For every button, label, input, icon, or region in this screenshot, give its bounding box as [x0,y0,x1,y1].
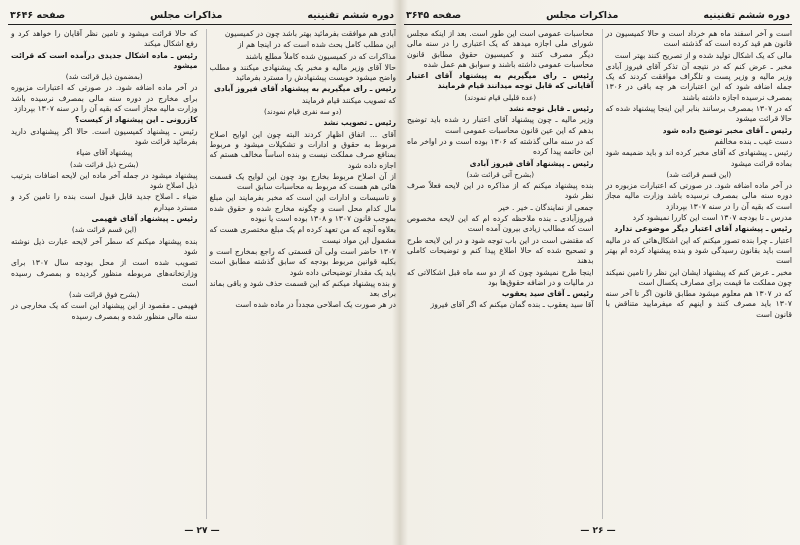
right-header-page: صفحه ۳۶۴۵ [406,9,462,21]
paragraph: وزیر مالیه ـ چون پیشنهاد آقای اعتبار رد شده باید توضیح بدهم که این عین قانون محاسبات عمومی است [407,115,594,135]
left-page-columns [8,29,396,519]
speaker-paragraph: رئیس ـ پیشنهاد آقای اعتبار دیگر موضوعی ندارد [614,224,792,234]
paragraph: این مطلب کامل بحث شده است که در اینجا هم از [237,40,396,50]
paragraph: مذاکرات که در کمیسیون شده کاملاً مطلع باشند [245,51,396,61]
paragraph: ۱۳۰۷ حاضر است ولی آن قسمتی که راجع بمخارج است و بکلیه قوانین مربوط بودجه که سابق گذشته مطابق است باید یک مقدار توضیحاتی داده شود [209,246,396,277]
paragraph: حالا آقای وزیر مالیه و مخبر یک پیشنهادی میکنند و مطلب واضح میشود خوبست پیشنهادش را مسترد بفرمائید [209,62,396,83]
left-page [8,8,396,540]
speaker-paragraph: رئیس ـ رای میگیریم به پیشنهاد آقای اعتبار آقایانی که قابل توجه میدانند قیام فرمایند [407,71,594,91]
paragraph: آقای ... اتفاق اظهار کردند البته چون این اوایح اصلاح مربوط به حقوق و ادارات و تشکیلات میشود و مربوط بمنافع صرف مملکت نیست و بنده اساساً مخالف هستم که اجازه داده شود [209,129,396,170]
stage-direction: (این قسم قرائت شد) [71,225,137,235]
paragraph: تصویب شده است از محل بودجه سال ۱۳۰۷ برای وزارتخانه‌های مربوطه منظور گردیده و بمصرف رسیده است [11,258,198,288]
paragraph: ضیاء ـ اصلاح جدید قابل قبول است بنده را تامین کرد و مسترد میدارم [11,192,198,212]
speaker-paragraph: رئیس ـ پیشنهاد آقای فیروز آبادی [469,158,594,168]
right-header-title: مذاکرات مجلس [546,9,619,21]
speaker-paragraph: رئیس ـ تصویب نشد [323,118,396,128]
left-page-number: — ۲۷ — [184,526,220,536]
stage-direction: (بشرح فوق قرائت شد) [69,290,140,300]
stage-direction: (دو سه نفری قیام نمودند) [263,107,342,117]
paragraph: مخبر ـ عرض کنم که در نتیجه آن تذکر آقای فیروز آبادی وزیر مالیه و وزیر پست و تلگراف موافقت کردند که یک جمله اضافه شود که این اعتبارات هر چه باقی در ۱۳۰۶ بمصرف نرسیده اجازه داشته باشند [605,61,792,102]
left-page-right-column [206,29,397,519]
speaker-paragraph: رئیس ـ قابل توجه نشد [509,104,594,114]
paragraph: رئیس ـ پیشنهاد کمیسیون است. حالا اگر پیشنهادی دارید بفرمائید قرائت شود [11,126,198,146]
paragraph: مخبر ـ عرض کنم که پیشنهاد ایشان این نظر را تامین نمیکند چون مملکت ما قیمت برای مصارف یکسال است [605,267,792,287]
paragraph: که در ۱۳۰۷ هم معلوم میشود مطابق قانون اگر تا آخر سنه ۱۳۰۷ باید مصرف کنند و اینهم که میفرمایید متناقض با قانون است [605,289,792,319]
paragraph: دست غیب ـ بنده مخالفم [714,136,792,146]
paragraph: از آن اصلاح مربوط بخارج بود چون این لوایح یک قسمت هائی هم هست که مربوط به محاسبات سابق است [209,171,396,192]
paragraph: و تاسیسات و ادارات این است که مخبر بفرمایند این مبلغ مال کدام محل است و چگونه مخارج شده و حقوق شده بموجب قانون ۱۳۰۷ و ۱۳۰۸ بوده است یا نبوده [209,193,396,224]
paragraph: فهیمی ـ مقصود از این پیشنهاد این است که یک مخارجی در سنه مالی منظور شده و بمصرف رسیده [11,301,198,321]
paragraph: است و آخر اسفند ماه هم خرداد است و حالا کمیسیون در قانون هم قید کرده است که گذشته است [605,29,792,49]
left-header-page: صفحه ۳۶۴۶ [10,9,66,21]
paragraph: آبادی هم موافقت بفرمائید بهتر باشد چون در کمیسیون [224,29,396,38]
paragraph: بنده پیشنهاد میکنم که از مذاکره در این لایحه فعلاً صرف نظر شود [407,181,594,201]
paragraph: که تصویب میکنند قیام فرمایند [301,95,396,105]
speaker-paragraph: رئیس ـ آقای سید یعقوب [501,289,594,299]
paragraph: و بنده پیشنهاد میکنم که این قسمت حذف شود و باقی بماند برای بعد [209,278,396,299]
speaker-paragraph: رئیس ـ رای میگیریم به پیشنهاد آقای فیروز آبادی [213,84,396,94]
speaker-paragraph: رئیس ـ پیشنهاد آقای فهیمی [91,214,198,224]
paragraph: محاسبات عمومی است این طور است. بعد از اینکه مجلس شورای ملی اجازه میدهد که یک اعتباری را در سنه مالی دیگر مصرف کنند و کمیسیون حقوق مطابق قانون محاسبات عمومی داشته باشند و سوابق هم عمل شده [407,29,594,69]
paragraph: که حالا قرائت میشود و تامین نظر آقایان را خواهد کرد و رفع اشکال میکند [11,29,198,49]
right-page-columns [404,29,792,519]
stage-direction: (بمضمون ذیل قرائت شد) [65,72,143,82]
stage-direction: (این قسم قرائت شد) [666,169,732,179]
centered-heading: پیشنهاد آقای ضیاء [76,148,133,158]
paragraph: بعلاوه آنچه که من تعهد کرده ام یک مبلغ مختصری هست که مشمول این مواد نیست [209,225,396,245]
paragraph: که مقتضی است در این باب توجه شود و در این لایحه طرح و تصحیح شده که حالا اطلاع پیدا کنم و توضیحات کاملی بدهند [407,235,594,266]
paragraph: در آخر ماده اضافه شود. در صورتی که اعتبارات مزبوره در دوره سنه مالی بمصرف نرسیده باشد وزارت مالیه مجاز است که بقیه آن را در سنه ۱۳۰۷ بپردازد [605,181,792,211]
paragraph: پیشنهاد میشود در جمله آخر ماده این لایحه اضافات بترتیب ذیل اصلاح شود [11,170,198,191]
paragraph: فیروزآبادی ـ بنده ملاحظه کرده ام که این لایحه مخصوص است که مطالب زیادی بیرون آمده است [407,214,594,234]
right-page-right-column [602,29,793,519]
left-header-title: مذاکرات مجلس [150,9,223,21]
left-header-session: دوره ششم تقنینیه [307,9,394,21]
paragraph: مدرس ـ تا بودجه ۱۳۰۷ است این کاررا نمیشود کرد [632,213,792,223]
right-header-session: دوره ششم تقنینیه [703,9,790,21]
speaker-paragraph: کازرونی ـ این پیشنهاد از کیست؟ [74,115,198,125]
paragraph: جمعی از نمایندگان ـ خیر . خیر [498,202,594,212]
paragraph: که در سنه مالی گذشته که ۱۳۰۶ بوده است و در اواخر ماه این خاتمه پیدا کرده [407,136,594,157]
stage-direction: (عده قلیلی قیام نمودند) [464,92,537,102]
paragraph: اینجا طرح نمیشود چون که از دو سه ماه قبل اشکالاتی که در مالیات و در اضافه حقوق‌ها بود [407,267,594,287]
paragraph: که در ۱۳۰۷ بمصرف برسانند بنابر این اینجا پیشنهاد شده که حالا قرائت میشود [605,104,792,124]
stage-direction: (بشرح ذیل قرائت شد) [70,159,139,169]
speaker-paragraph: رئیس ـ ماده اشکال جدیدی درآمده است که قرائت میشود [11,50,198,70]
paragraph: اعتبار ـ چرا بنده تصور میکنم که این اشکال‌هائی که در مالیه است باید بقانون رسیدگی شود و بنده پیشنهاد کرده ام بهتر است [605,235,792,266]
paragraph: مالی که یک اشکال تولید شده و از تصریح کنند بهتر است [614,50,792,60]
left-running-header [8,8,396,25]
paragraph: در آخر ماده اضافه شود. در صورتی که اعتبارات مزبوره برای مخارج در دوره سنه مالی بمصرف نرسیده باشد وزارت مالیه مجاز است که بقیه آن را در سنه ۱۳۰۷ بپردازد [11,83,198,114]
speaker-paragraph: رئیس ـ آقای مخبر توضیح داده شود [662,125,792,135]
paragraph: در هر صورت یک اصلاحی مجدداً در ماده شده است [235,300,396,310]
paragraph: آقا سید یعقوب ـ بنده گمان میکنم که اگر آقای فیروز [430,300,594,310]
paragraph: بنده پیشنهاد میکنم که سطر آخر لایحه عبارت ذیل نوشته شود [11,236,198,256]
right-page-number: — ۲۶ — [580,526,616,536]
paragraph: رئیس ـ پیشنهادی که آقای مخبر کرده اند و باید ضمیمه شود بماده قرائت میشود [605,148,792,168]
right-page-left-column [404,29,594,519]
right-running-header [404,8,792,25]
right-page [404,8,792,540]
stage-direction: (بشرح آتی قرائت شد) [466,169,535,179]
left-page-left-column [8,29,198,519]
